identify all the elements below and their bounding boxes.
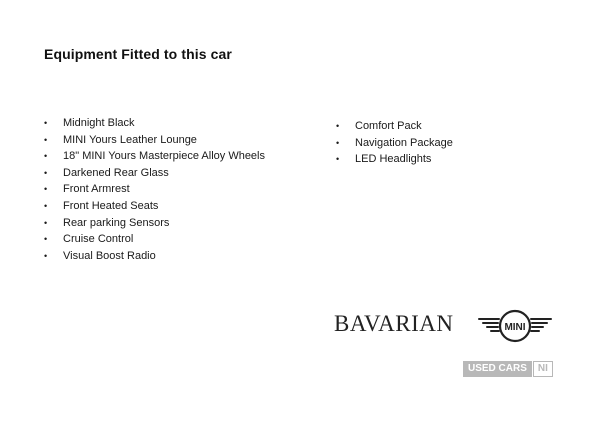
equipment-list-right bbox=[336, 118, 453, 168]
equipment-list-left bbox=[44, 115, 265, 264]
bullet-icon: • bbox=[44, 134, 48, 145]
equipment-item-label: Rear parking Sensors bbox=[63, 216, 170, 229]
equipment-item-label: LED Headlights bbox=[355, 153, 432, 166]
equipment-item bbox=[44, 215, 265, 232]
equipment-item-label: Front Heated Seats bbox=[63, 199, 159, 212]
bullet-icon: • bbox=[44, 167, 48, 178]
equipment-item bbox=[336, 135, 453, 152]
bullet-icon: • bbox=[44, 250, 48, 261]
bullet-icon: • bbox=[44, 118, 48, 128]
bullet-icon: • bbox=[44, 184, 48, 195]
bullet-icon: • bbox=[336, 137, 340, 148]
equipment-item-label: Navigation Package bbox=[355, 136, 453, 149]
equipment-item bbox=[44, 132, 265, 149]
bavarian-logo: BAVARIAN bbox=[334, 311, 454, 336]
equipment-item-label: Darkened Rear Glass bbox=[63, 166, 169, 179]
used-cars-label: USED CARS bbox=[463, 361, 532, 377]
equipment-item-label: Visual Boost Radio bbox=[63, 249, 156, 262]
equipment-item-label: MINI Yours Leather Lounge bbox=[63, 133, 197, 146]
used-cars-badge bbox=[463, 361, 553, 377]
equipment-item-label: Midnight Black bbox=[63, 117, 135, 129]
equipment-item-label: 18" MINI Yours Masterpiece Alloy Wheels bbox=[63, 150, 265, 163]
equipment-item bbox=[44, 165, 265, 182]
equipment-item bbox=[44, 148, 265, 165]
equipment-item bbox=[44, 198, 265, 215]
equipment-item bbox=[44, 248, 265, 265]
equipment-item bbox=[44, 231, 265, 248]
mini-logo bbox=[477, 308, 553, 344]
bullet-icon: • bbox=[44, 217, 48, 228]
bullet-icon: • bbox=[336, 154, 340, 165]
equipment-item bbox=[44, 115, 265, 132]
equipment-item bbox=[336, 151, 453, 168]
mini-logo-text: MINI bbox=[504, 322, 526, 333]
region-label: NI bbox=[533, 361, 553, 377]
equipment-item-label: Front Armrest bbox=[63, 183, 130, 196]
bullet-icon: • bbox=[44, 200, 48, 211]
equipment-item-label: Cruise Control bbox=[63, 233, 134, 246]
bullet-icon: • bbox=[336, 121, 340, 131]
equipment-item-label: Comfort Pack bbox=[355, 120, 422, 132]
equipment-item bbox=[336, 118, 453, 135]
page-title: Equipment Fitted to this car bbox=[44, 46, 232, 62]
bullet-icon: • bbox=[44, 234, 48, 245]
bullet-icon: • bbox=[44, 151, 48, 162]
equipment-item bbox=[44, 181, 265, 198]
